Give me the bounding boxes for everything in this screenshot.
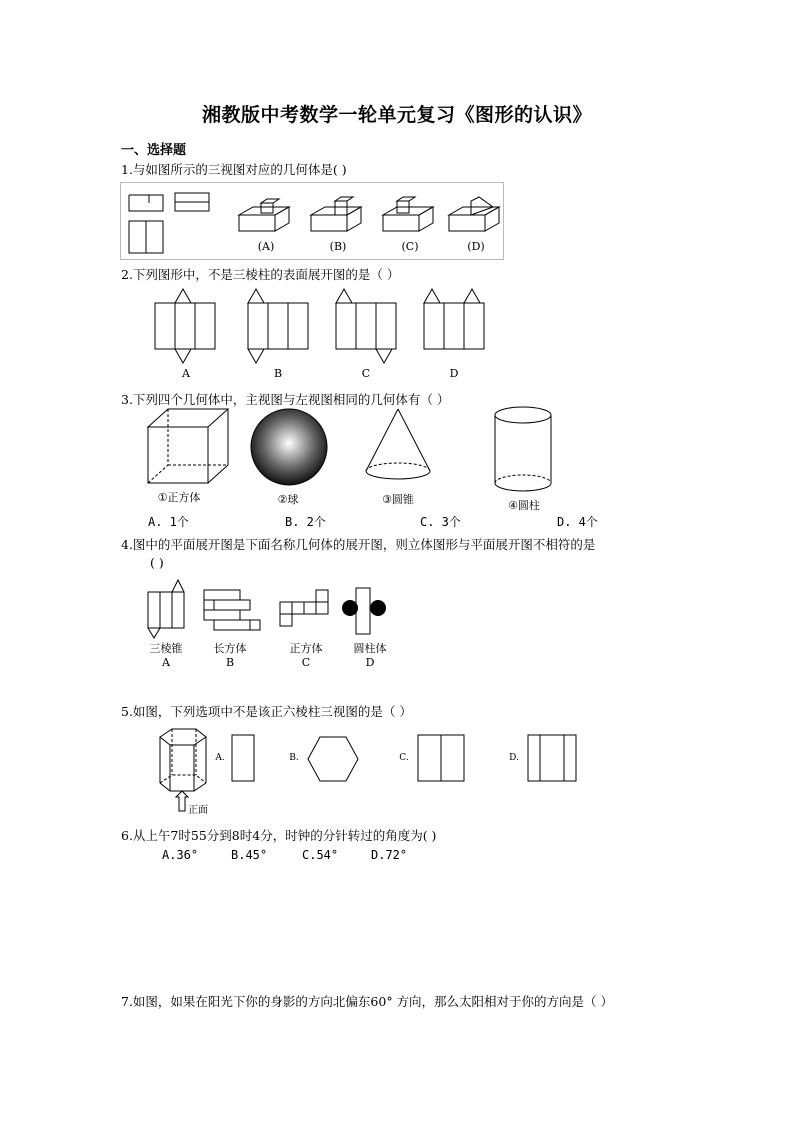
q5-label-a: A.	[215, 753, 225, 763]
q1-label-c: (C)	[401, 240, 419, 253]
q2-label-a: A	[182, 367, 190, 380]
q2-label-d: D	[449, 367, 459, 380]
q5-label-c: C.	[399, 753, 409, 763]
question-1-text: 1.与如图所示的三视图对应的几何体是( )	[121, 162, 347, 177]
question-5-text: 5.如图，下列选项中不是该正六棱柱三视图的是（ ）	[121, 704, 412, 719]
q3-choice-a: A. 1个	[148, 515, 189, 529]
caption-sphere: ②球	[277, 493, 299, 506]
q4-label-a: A	[162, 656, 170, 669]
question-7-text: 7.如图，如果在阳光下你的身影的方向北偏东60° 方向，那么太阳相对于你的方向是（ ）	[121, 994, 614, 1009]
q1-label-b: (B)	[329, 240, 347, 253]
three-view-diagram	[121, 183, 503, 259]
question-6-text: 6.从上午7时55分到8时4分，时钟的分针转过的角度为( )	[121, 828, 437, 843]
q4-label-c: C	[301, 656, 311, 669]
question-4-figure	[140, 578, 400, 673]
q4-label-b: B	[225, 656, 235, 669]
q5-label-b: B.	[289, 753, 299, 763]
page-title: 湘教版中考数学一轮单元复习《图形的认识》	[201, 104, 592, 126]
q1-label-a: (A)	[257, 240, 275, 253]
q1-label-d: (D)	[467, 240, 485, 253]
question-2-figure	[150, 285, 490, 385]
q4-name-d: 圆柱体	[353, 642, 387, 655]
q5-label-d: D.	[509, 753, 519, 763]
q6-choice-c: C.54°	[302, 848, 339, 862]
question-4-paren: ( )	[150, 555, 164, 570]
caption-cone: ③圆锥	[382, 493, 414, 506]
caption-cube: ①正方体	[157, 491, 201, 504]
q4-name-c: 正方体	[289, 642, 323, 655]
q3-choice-b: B. 2个	[285, 515, 326, 529]
front-label: 正面	[188, 805, 208, 816]
q6-choice-d: D.72°	[371, 848, 408, 862]
q4-label-d: D	[365, 656, 375, 669]
q2-label-c: C	[361, 367, 371, 380]
q2-label-b: B	[273, 367, 283, 380]
q4-name-b: 长方体	[213, 642, 247, 655]
section-heading: 一、选择题	[121, 143, 187, 158]
question-2-text: 2.下列图形中，不是三棱柱的表面展开图的是（ ）	[121, 267, 400, 282]
prism-nets-diagram	[150, 285, 490, 385]
question-4-text: 4.图中的平面展开图是下面名称几何体的展开图，则立体图形与平面展开图不相符的是	[121, 537, 596, 552]
question-3-text: 3.下列四个几何体中，主视图与左视图相同的几何体有（ ）	[121, 392, 450, 407]
q6-choice-a: A.36°	[162, 848, 199, 862]
question-3-figure	[140, 405, 570, 515]
caption-cylinder: ④圆柱	[508, 499, 540, 512]
question-5-figure	[148, 725, 588, 817]
q3-choice-c: C. 3个	[420, 515, 461, 529]
question-1-figure	[120, 182, 504, 260]
q4-name-a: 三棱锥	[149, 642, 183, 655]
q3-choice-d: D. 4个	[557, 515, 598, 529]
q6-choice-b: B.45°	[231, 848, 268, 862]
